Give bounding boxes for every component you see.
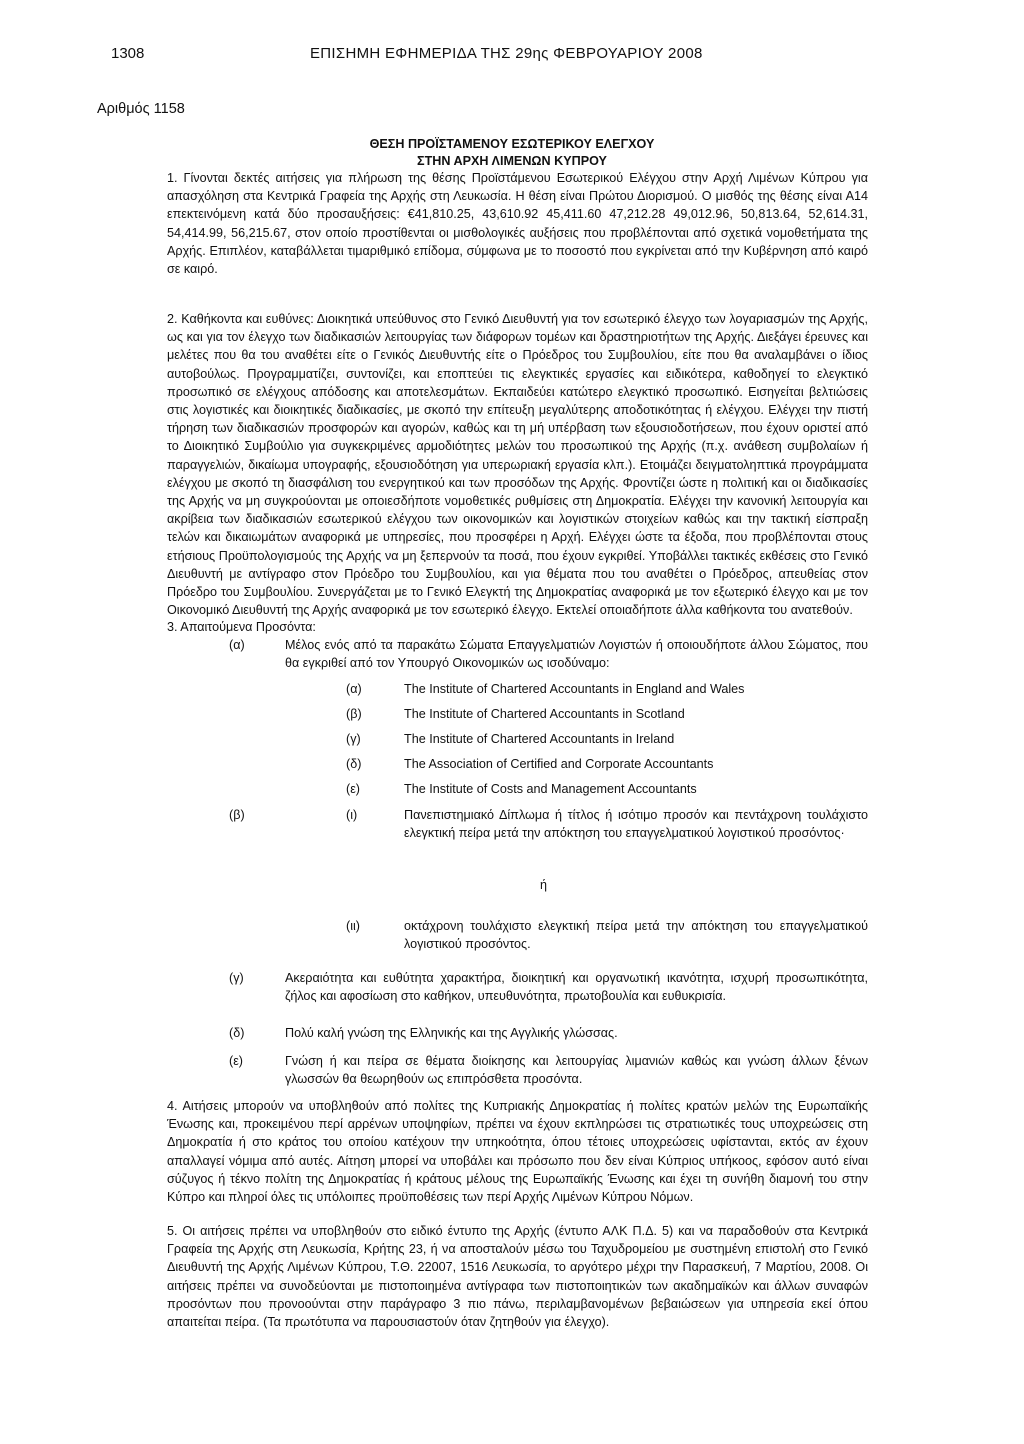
qual-b-ii-label: (ιι) [346, 919, 360, 933]
body-5-label: (ε) [346, 782, 361, 796]
body-5-text: The Institute of Costs and Management Accountants [404, 782, 697, 796]
qual-a-label: (α) [229, 638, 245, 652]
section-5-submission: 5. Οι αιτήσεις πρέπει να υποβληθούν στο ειδικό έντυπο της Αρχής (έντυπο ΑΛΚ Π.Δ. 5) και να παραδοθούν στα Κεντρικά Γραφεία της Αρχής στη Λευκωσία, Κρήτης 23, ή να αποσταλούν μέσω του Ταχυδρομείου με συστημένη επιστολή στο Γενικό Διευθυντή της Αρχής Λιμένων Κύπρου, Τ.Θ. 22007, 1516 Λευκωσία, το αργότερο μέχρι την Παρασκευή, 7 Μαρτίου, 2008. Οι αιτήσεις πρέπει να συνοδεύονται με πιστοποιημένα αντίγραφα των πιστοποιητικών των ακαδημαϊκών και άλλων συναφών προσόντων που προνοούνται στην παράγραφο 3 πιο πάνω, περιλαμβανομένων βεβαιώσεων για υπηρεσία εκεί όπου απαιτείται πείρα. (Τα πρωτότυπα να παρουσιαστούν όταν ζητηθούν για έλεγχο). [167, 1224, 868, 1330]
qual-b-i-text: Πανεπιστημιακό Δίπλωμα ή τίτλος ή ισότιμο προσόν και πεντάχρονη τουλάχιστο ελεγκτική πείρα μετά την απόκτηση του επαγγελματικού λογιστικού προσόντος· [404, 808, 868, 841]
qual-b-i-label: (ι) [346, 808, 358, 822]
notice-heading-line2: ΣΤΗΝ ΑΡΧΗ ΛΙΜΕΝΩΝ ΚΥΠΡΟΥ [417, 154, 607, 168]
notice-heading-line1: ΘΕΣΗ ΠΡΟΪΣΤΑΜΕΝΟΥ ΕΣΩΤΕΡΙΚΟΥ ΕΛΕΓΧΟΥ [369, 137, 655, 151]
qual-a-text: Μέλος ενός από τα παρακάτω Σώματα Επαγγελματιών Λογιστών ή οποιουδήποτε άλλου Σώματος, που θα εγκριθεί από τον Υπουργό Οικονομικών ως ισοδύναμο: [285, 638, 868, 671]
body-2-text: The Institute of Chartered Accountants in Scotland [404, 707, 685, 721]
section-3-title: 3. Απαιτούμενα Προσόντα: [167, 620, 316, 634]
notice-number: Αριθμός 1158 [97, 101, 185, 117]
section-2-duties: 2. Καθήκοντα και ευθύνες: Διοικητικά υπεύθυνος στο Γενικό Διευθυντή για τον εσωτερικό έλεγχο των λογαριασμών της Αρχής, ως και για τον έλεγχο των διαδικασιών λειτουργίας των διάφορων τομέων και δραστηριοτήτων της Αρχής. Διεξάγει έρευνες και μελέτες που θα του αναθέτει είτε ο Γενικός Διευθυντής είτε ο Πρόεδρος του Συμβουλίου, είτε που θα αναλαμβάνει ο ίδιος αυτοβούλως. Προγραμματίζει, συντονίζει, και εποπτεύει τις ελεγκτικές εργασίες και ειδικότερα, καθοδηγεί το ελεγκτικό προσωπικό σε ελέγχους απόδοσης και αποτελεσμάτων. Εκπαιδεύει κατώτερο ελεγκτικό προσωπικό. Εισηγείται βελτιώσεις στις λογιστικές και διοικητικές διαδικασίες, με σκοπό την επίτευξη μεγαλύτερης αποδοτικότητας ή ελέγχου. Ελέγχει την πιστή τήρηση των διαδικασιών προσφορών και αγορών, καθώς και τη μή υπέρβαση των εξουσιοδοτήσεων, που έχουν οριστεί από το Διοικητικό Συμβούλιο για συγκεκριμένες αρμοδιότητες μελών του προσωπικού της Αρχής (π.χ. ανάθεση συμβολαίων ή παραγγελιών, δικαίωμα υπογραφής, εξουσιοδότηση για υπερωριακή εργασία κλπ.). Ετοιμάζει δειγματοληπτικά προγράμματα ελέγχου με σκοπό τη διασφάλιση του ενεργητικού και των προσόδων της Αρχής. Φροντίζει ώστε η πολιτική και οι διαδικασίες της Αρχής να μη συγκρούονται με οποιεσδήποτε νομοθετικές ρυθμίσεις στη Δημοκρατία. Ελέγχει την κανονική λειτουργία και ακρίβεια των διαδικασιών εσωτερικού ελέγχου των οικονομικών και λογιστικών στοιχείων καθώς και την τακτική είσπραξη τελών και δικαιωμάτων αναφορικά με υπηρεσίες, που προσφέρει η Αρχή. Ελέγχει ώστε τα έξοδα, που προβλέπονται στους ετήσιους Προϋπολογισμούς της Αρχής να μη ξεπερνούν τα ποσά, που έχουν εγκριθεί. Υποβάλλει τακτικές εκθέσεις στο Γενικό Διευθυντή με αντίγραφο στον Πρόεδρο του Συμβουλίου, και για θέματα που του αναθέτει ο Πρόεδρος, απευθείας στον Πρόεδρο του Συμβουλίου. Συνεργάζεται με το Γενικό Ελεγκτή της Δημοκρατίας αναφορικά με τον εξωτερικό έλεγχο και με τον Οικονομικό Διευθυντή της Αρχής αναφορικά με τον εσωτερικό έλεγχο. Εκτελεί οποιαδήποτε άλλα καθήκοντα του ανατεθούν. [167, 312, 868, 618]
body-2-label: (β) [346, 707, 362, 721]
body-1-label: (α) [346, 682, 362, 696]
body-3-label: (γ) [346, 732, 361, 746]
body-3-text: The Institute of Chartered Accountants in Ireland [404, 732, 675, 746]
body-1-text: The Institute of Chartered Accountants in England and Wales [404, 682, 745, 696]
qual-b-or: ή [540, 878, 548, 892]
section-4-eligibility: 4. Αιτήσεις μπορούν να υποβληθούν από πολίτες της Κυπριακής Δημοκρατίας ή πολίτες κρατών μελών της Ευρωπαϊκής Ένωσης και, προκειμένου περί αρρένων υποψηφίων, πρέπει να έχουν εκπληρώσει τις στρατιωτικές τους υποχρεώσεις στη Δημοκρατία ή στο κράτος του οποίου κατέχουν την υπηκοότητα, όπου τέτοιες υποχρεώσεις υφίστανται, εκτός αν έχουν απαλλαγεί νόμιμα από αυτές. Αίτηση μπορεί να υποβάλει και πρόσωπο που δεν είναι Κύπριος υπήκοος, εφόσον αυτό είναι σύζυγος ή τέκνο πολίτη της Δημοκρατίας ή κράτους μέλους της Ευρωπαϊκής Ένωσης και έχει τη συνήθη διαμονή του στην Κύπρο και πληροί όλες τις υπόλοιπες προϋποθέσεις των περί Αρχής Λιμένων Κύπρου Νόμων. [167, 1099, 868, 1205]
qual-b-label: (β) [229, 808, 245, 822]
qual-c-text: Ακεραιότητα και ευθύτητα χαρακτήρα, διοικητική και οργανωτική ικανότητα, ισχυρή προσωπικότητα, ζήλος και αφοσίωση στο καθήκον, υπευθυνότητα, πρωτοβουλία και ευθυκρισία. [285, 971, 868, 1004]
qual-b-ii-text: οκτάχρονη τουλάχιστο ελεγκτική πείρα μετά την απόκτηση του επαγγελματικού λογιστικού προσόντος. [404, 919, 868, 952]
qual-c-label: (γ) [229, 971, 244, 985]
page-number: 1308 [111, 45, 145, 62]
qual-d-text: Πολύ καλή γνώση της Ελληνικής και της Αγγλικής γλώσσας. [285, 1026, 618, 1040]
body-4-label: (δ) [346, 757, 362, 771]
body-4-text: The Association of Certified and Corporate Accountants [404, 757, 714, 771]
section-1-salary: 1. Γίνονται δεκτές αιτήσεις για πλήρωση της θέσης Προϊστάμενου Εσωτερικού Ελέγχου στην Αρχή Λιμένων Κύπρου για απασχόληση στα Κεντρικά Γραφεία της Αρχής στη Λευκωσία. Η θέση είναι Πρώτου Διορισμού. Ο μισθός της θέσης είναι Α14 επεκτεινόμενη κατά δύο προσαυξήσεις: €41,810.25, 43,610.92 45,411.60 47,212.28 49,012.96, 50,813.64, 52,614.31, 54,414.99, 56,215.67, στον οποίο προστίθενται οι μισθολογικές αυξήσεις που προβλέπονται από σχετικά νομοθετήματα της Αρχής. Επιπλέον, καταβάλλεται τιμαριθμικό επίδομα, σύμφωνα με το ποσοστό που εγκρίνεται από την Κυβέρνηση από καιρό σε καιρό. [167, 171, 868, 277]
qual-d-label: (δ) [229, 1026, 245, 1040]
gazette-title: ΕΠΙΣΗΜΗ ΕΦΗΜΕΡΙΔΑ ΤΗΣ 29ης ΦΕΒΡΟΥΑΡΙΟΥ 2008 [310, 45, 703, 62]
qual-e-label: (ε) [229, 1054, 244, 1068]
qual-e-text: Γνώση ή και πείρα σε θέματα διοίκησης και λειτουργίας λιμανιών καθώς και γνώση άλλων ξένων γλωσσών θα θεωρηθούν ως επιπρόσθετα προσόντα. [285, 1054, 868, 1087]
